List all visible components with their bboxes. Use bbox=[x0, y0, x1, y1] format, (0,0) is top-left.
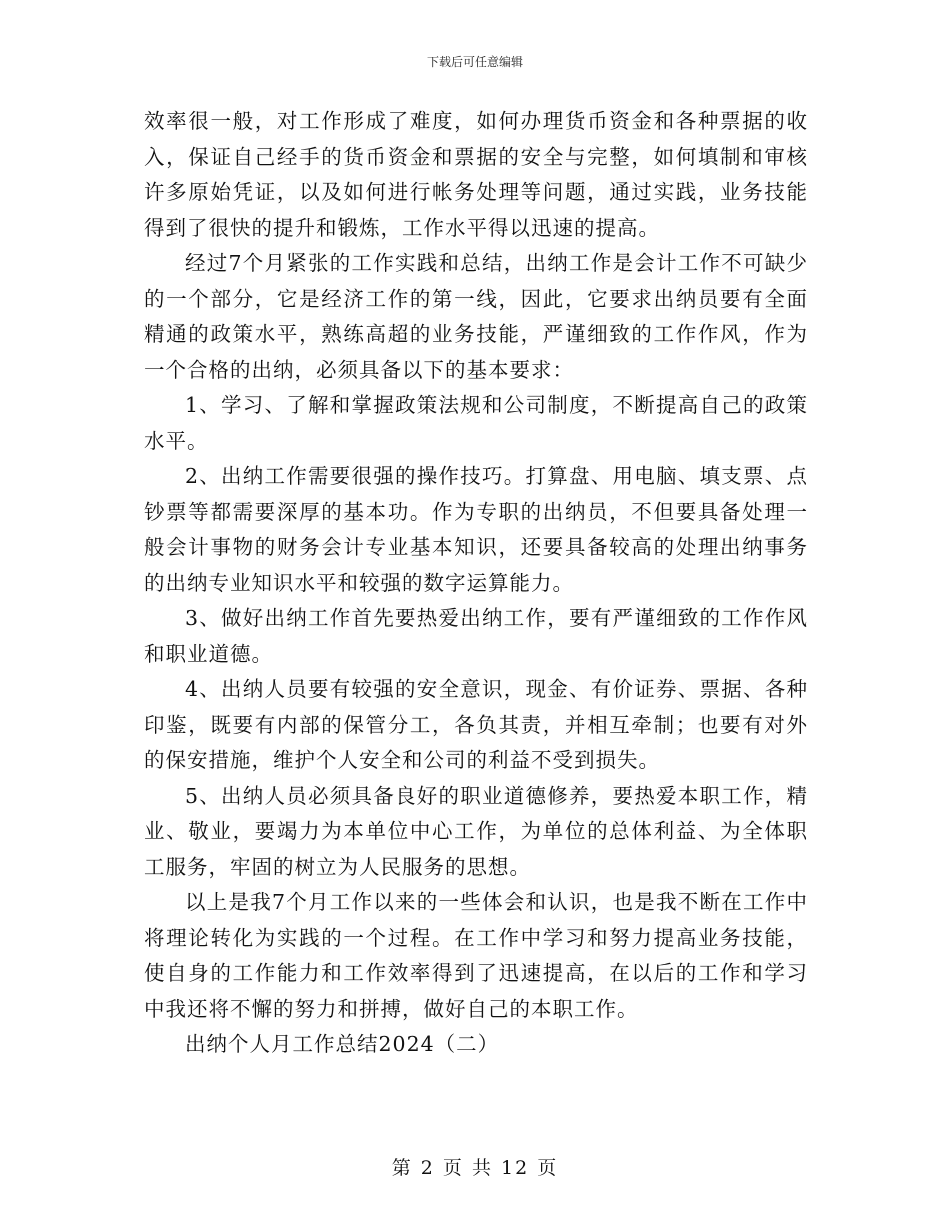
document-body bbox=[144, 104, 808, 1063]
paragraph-item-5: 5、出纳人员必须具备良好的职业道德修养，要热爱本职工作，精业、敬业，要竭力为本单位中心工作，为单位的总体利益、为全体职工服务，牢固的树立为人民服务的思想。 bbox=[144, 783, 808, 879]
paragraph-continuation: 效率很一般，对工作形成了难度，如何办理货币资金和各种票据的收入，保证自己经手的货币资金和票据的安全与完整，如何填制和审核许多原始凭证，以及如何进行帐务处理等问题，通过实践，业务技能得到了很快的提升和锻炼，工作水平得以迅速的提高。 bbox=[144, 109, 808, 240]
paragraph-conclusion: 以上是我7个月工作以来的一些体会和认识，也是我不断在工作中将理论转化为实践的一个过程。在工作中学习和努力提高业务技能，使自身的工作能力和工作效率得到了迅速提高，在以后的工作和学习中我还将不懈的努力和拼搏，做好自己的本职工作。 bbox=[144, 890, 808, 1021]
page-header-note: 下载后可任意编辑 bbox=[426, 55, 523, 69]
page-number: 第 2 页 共 12 页 bbox=[391, 1157, 559, 1179]
paragraph-item-4: 4、出纳人员要有较强的安全意识，现金、有价证券、票据、各种印鉴，既要有内部的保管分工，各负其责，并相互牵制；也要有对外的保安措施，维护个人安全和公司的利益不受到损失。 bbox=[144, 677, 808, 772]
paragraph-item-2: 2、出纳工作需要很强的操作技巧。打算盘、用电脑、填支票、点钞票等都需要深厚的基本功。作为专职的出纳员，不但要具备处理一般会计事物的财务会计专业基本知识，还要具备较高的处理出纳事务的出纳专业知识水平和较强的数字运算能力。 bbox=[144, 464, 808, 595]
section-title: 出纳个人月工作总结2024（二） bbox=[185, 1032, 500, 1056]
paragraph-item-3: 3、做好出纳工作首先要热爱出纳工作，要有严谨细致的工作作风和职业道德。 bbox=[144, 606, 808, 666]
paragraph-intro-requirements: 经过7个月紧张的工作实践和总结，出纳工作是会计工作不可缺少的一个部分，它是经济工作的第一线，因此，它要求出纳员要有全面精通的政策水平，熟练高超的业务技能，严谨细致的工作作风，作为一个合格的出纳，必须具备以下的基本要求： bbox=[144, 251, 808, 382]
paragraph-item-1: 1、学习、了解和掌握政策法规和公司制度，不断提高自己的政策水平。 bbox=[144, 393, 808, 453]
